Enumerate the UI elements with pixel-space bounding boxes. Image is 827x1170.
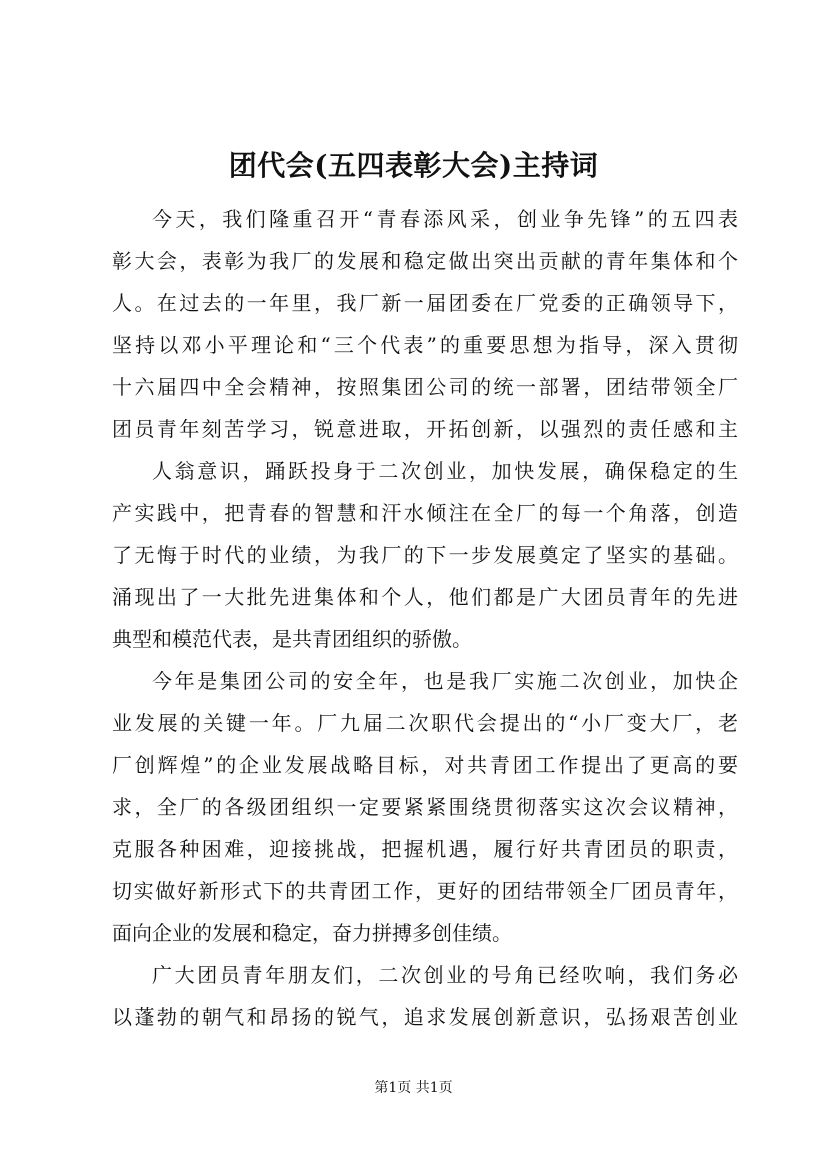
paragraph-line: 克服各种困难，迎接挑战，把握机遇，履行好共青团员的职责，: [112, 837, 738, 861]
paragraph-line: 彰大会，表彰为我厂的发展和稳定做出突出贡献的青年集体和个: [112, 249, 738, 273]
paragraph-line: 业发展的关键一年。厂九届二次职代会提出的“小厂变大厂，老: [112, 711, 738, 735]
paragraph-line: 人。在过去的一年里，我厂新一届团委在厂党委的正确领导下，: [112, 291, 738, 315]
paragraph-line: 涌现出了一大批先进集体和个人，他们都是广大团员青年的先进: [112, 585, 738, 609]
paragraph-line: 人翁意识，踊跃投身于二次创业，加快发展，确保稳定的生: [152, 459, 738, 483]
paragraph-line: 面向企业的发展和稳定，奋力拼搏多创佳绩。: [112, 921, 512, 945]
page-number-footer: 第1页 共1页: [374, 1080, 453, 1096]
paragraph-line: 十六届四中全会精神，按照集团公司的统一部署，团结带领全厂: [112, 375, 738, 399]
paragraph-line: 产实践中，把青春的智慧和汗水倾注在全厂的每一个角落，创造: [112, 501, 738, 525]
paragraph-line: 广大团员青年朋友们，二次创业的号角已经吹响，我们务必: [152, 963, 738, 987]
document-title: 团代会(五四表彰大会)主持词: [228, 149, 599, 182]
paragraph-line: 以蓬勃的朝气和昂扬的锐气，追求发展创新意识，弘扬艰苦创业: [112, 1005, 738, 1029]
paragraph-line: 厂创辉煌”的企业发展战略目标，对共青团工作提出了更高的要: [112, 753, 738, 777]
paragraph-line: 团员青年刻苦学习，锐意进取，开拓创新，以强烈的责任感和主: [112, 417, 738, 441]
document-body: [112, 198, 738, 1038]
paragraph-line: 求，全厂的各级团组织一定要紧紧围绕贯彻落实这次会议精神，: [112, 795, 738, 819]
paragraph-line: 了无悔于时代的业绩，为我厂的下一步发展奠定了坚实的基础。: [112, 543, 738, 567]
paragraph-line: 今天，我们隆重召开“青春添风采，创业争先锋”的五四表: [152, 207, 738, 231]
paragraph-line: 坚持以邓小平理论和“三个代表”的重要思想为指导，深入贯彻: [112, 333, 738, 357]
paragraph-line: 典型和模范代表，是共青团组织的骄傲。: [112, 627, 472, 651]
paragraph-line: 今年是集团公司的安全年，也是我厂实施二次创业，加快企: [152, 669, 738, 693]
paragraph-line: 切实做好新形式下的共青团工作，更好的团结带领全厂团员青年，: [112, 879, 738, 903]
